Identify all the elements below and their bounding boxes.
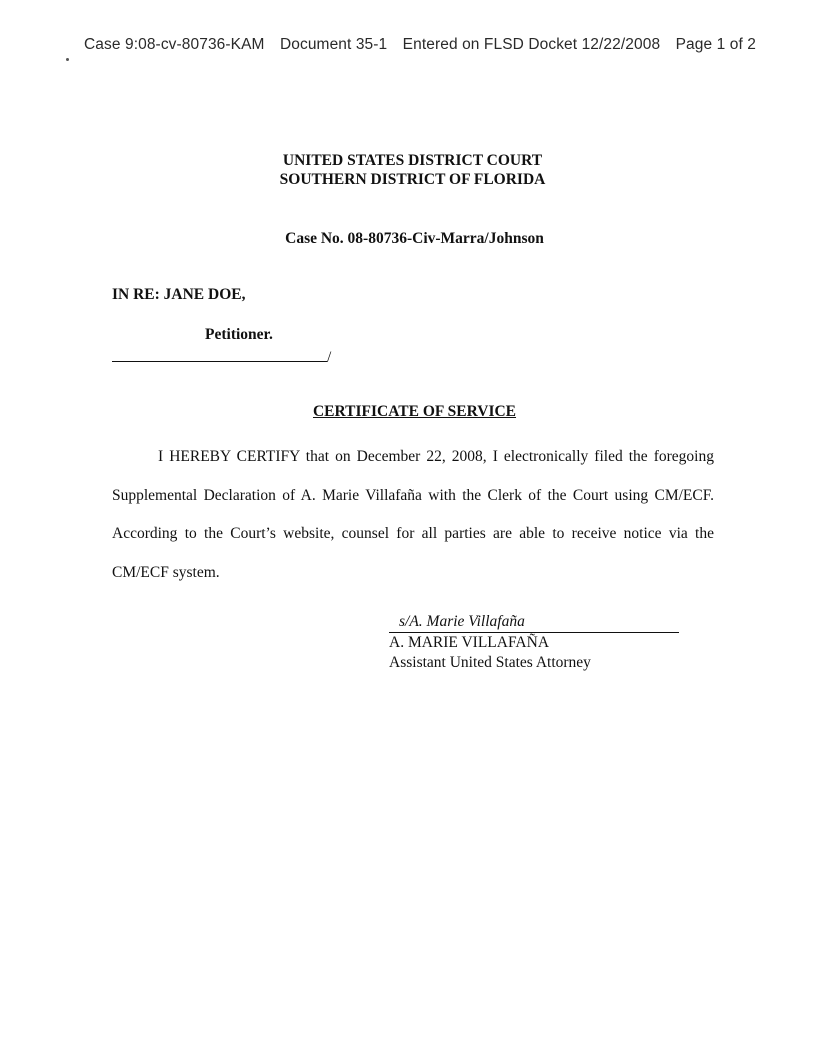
- caption-underline: [112, 349, 327, 362]
- header-page-number: Page 1 of 2: [675, 36, 756, 53]
- caption-rule: [112, 349, 331, 367]
- header-case-number: Case 9:08-cv-80736-KAM: [84, 36, 265, 53]
- certificate-line-1: I HEREBY CERTIFY that on December 22, 2008, I electronically filed the foregoing: [158, 448, 714, 465]
- header-entered-date: Entered on FLSD Docket 12/22/2008: [402, 36, 661, 53]
- signer-title: Assistant United States Attorney: [389, 654, 591, 671]
- signer-name: A. MARIE VILLAFAÑA: [389, 634, 550, 651]
- scan-speck: [66, 58, 69, 61]
- certificate-body: [112, 438, 714, 592]
- electronic-signature: s/A. Marie Villafaña: [389, 612, 679, 633]
- court-heading: [0, 151, 821, 189]
- signature-block: [389, 612, 679, 673]
- certificate-line-2: Supplemental Declaration of A. Marie Villafaña with the Clerk of the Court using CM/ECF.: [112, 486, 714, 504]
- header-document-number: Document 35-1: [279, 36, 388, 53]
- in-re-caption: IN RE: JANE DOE,: [112, 286, 246, 303]
- certificate-line-3: According to the Court’s website, counsel for all parties are able to receive notice via the: [112, 525, 714, 542]
- court-name: UNITED STATES DISTRICT COURT: [282, 152, 543, 169]
- court-district: SOUTHERN DISTRICT OF FLORIDA: [279, 171, 546, 188]
- docket-header: [84, 36, 767, 54]
- certificate-line-4: CM/ECF system.: [112, 563, 220, 581]
- petitioner-label: Petitioner.: [205, 326, 273, 343]
- certificate-title: CERTIFICATE OF SERVICE: [312, 403, 517, 420]
- caption-slash: /: [327, 349, 332, 366]
- case-number: Case No. 08-80736-Civ-Marra/Johnson: [285, 230, 544, 247]
